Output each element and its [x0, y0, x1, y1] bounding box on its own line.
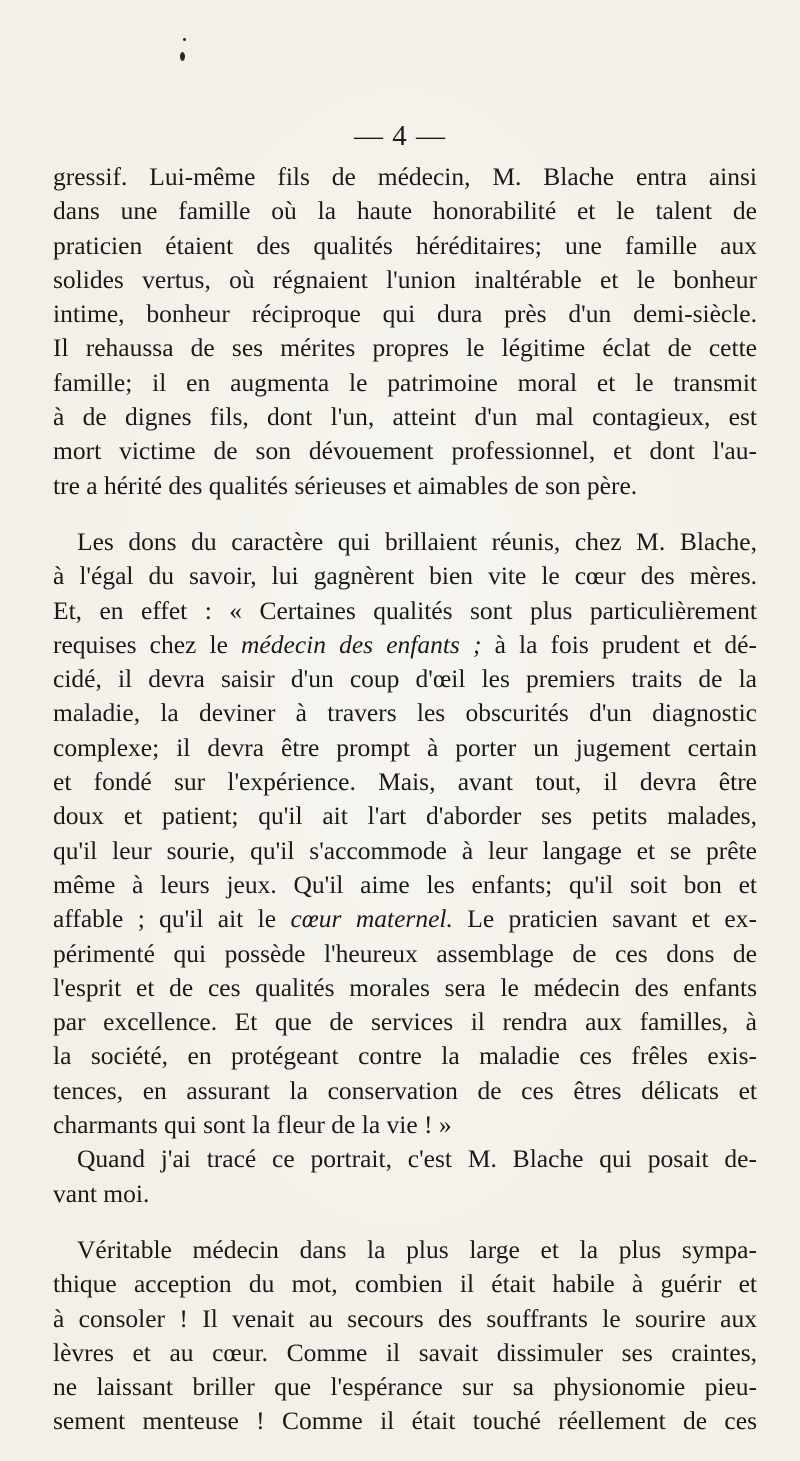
text-line: sement menteuse ! Comme il était touché réellement de ces: [53, 1406, 757, 1436]
ink-speck: [183, 38, 186, 41]
text-line: qu'il leur sourie, qu'il s'accommode à leur langage et se prête: [53, 835, 757, 865]
italic-phrase: cœur maternel.: [290, 904, 453, 934]
text-line: [53, 902, 757, 936]
paragraph-3: [53, 1142, 757, 1211]
page-number: — 4 —: [354, 120, 446, 152]
text-line: cidé, il devra saisir d'un coup d'œil les premiers traits de la: [53, 664, 757, 694]
text-line: la société, en protégeant contre la maladie ces frêles exis-: [53, 1041, 757, 1071]
italic-phrase: médecin des enfants ;: [241, 629, 482, 659]
text-line: à consoler ! Il venait au secours des souffrants le sourire aux: [53, 1303, 757, 1333]
text-segment: requises chez le: [53, 629, 242, 659]
text-line: famille; il en augmenta le patrimoine moral et le transmit: [53, 367, 757, 397]
text-line: à l'égal du savoir, lui gagnèrent bien vite le cœur des mères.: [53, 561, 757, 591]
text-line: vant moi.: [53, 1178, 150, 1208]
text-line: [53, 628, 757, 662]
text-line: charmants qui sont la fleur de la vie ! »: [53, 1110, 452, 1140]
text-segment: affable ; qu'il ait le: [53, 904, 291, 934]
body-text: [53, 160, 757, 1439]
text-line: gressif. Lui-même fils de médecin, M. Blache entra ainsi: [53, 162, 757, 191]
text-line: intime, bonheur réciproque qui dura près d'un demi-siècle.: [53, 299, 757, 329]
text-line: l'esprit et de ces qualités morales sera le médecin des enfants: [53, 972, 757, 1002]
paragraph-4: [53, 1233, 757, 1439]
text-line: à de dignes fils, dont l'un, atteint d'un mal contagieux, est: [53, 402, 757, 432]
text-line: Véritable médecin dans la plus large et la plus sympa-: [77, 1234, 757, 1264]
text-line: solides vertus, où régnaient l'union inaltérable et le bonheur: [53, 264, 757, 294]
text-line: et fondé sur l'expérience. Mais, avant tout, il devra être: [53, 767, 757, 797]
text-line: même à leurs jeux. Qu'il aime les enfants; qu'il soit bon et: [53, 869, 757, 899]
text-line: maladie, la deviner à travers les obscurités d'un diagnostic: [53, 698, 757, 728]
text-line: Quand j'ai tracé ce portrait, c'est M. Blache qui posait de-: [77, 1144, 757, 1174]
text-segment: à la fois prudent et dé-: [481, 629, 757, 659]
text-line: par excellence. Et que de services il rendra aux familles, à: [53, 1007, 757, 1037]
text-line: Et, en effet : « Certaines qualités sont plus particulièrement: [53, 595, 757, 625]
text-line: dans une famille où la haute honorabilité et le talent de: [53, 196, 757, 226]
text-line: ne laissant briller que l'espérance sur sa physionomie pieu-: [53, 1372, 757, 1402]
text-line: doux et patient; qu'il ait l'art d'aborder ses petits malades,: [53, 801, 757, 831]
text-line: Il rehaussa de ses mérites propres le légitime éclat de cette: [53, 333, 757, 363]
ink-speck: [180, 52, 185, 61]
text-line: tences, en assurant la conservation de ces êtres délicats et: [53, 1075, 757, 1105]
paragraph-2: [53, 525, 757, 1142]
text-line: complexe; il devra être prompt à porter un jugement certain: [53, 732, 757, 762]
text-line: lèvres et au cœur. Comme il savait dissimuler ses craintes,: [53, 1337, 757, 1367]
text-line: Les dons du caractère qui brillaient réunis, chez M. Blache,: [77, 526, 757, 556]
text-line: tre a hérité des qualités sérieuses et aimables de son père.: [53, 470, 638, 500]
text-segment: Le praticien savant et ex-: [452, 904, 757, 934]
text-line: thique acception du mot, combien il était habile à guérir et: [53, 1269, 757, 1299]
text-line: mort victime de son dévouement professionnel, et dont l'au-: [53, 436, 757, 466]
text-line: praticien étaient des qualités héréditaires; une famille aux: [53, 230, 757, 260]
paragraph-1: [53, 160, 757, 503]
text-line: périmenté qui possède l'heureux assemblage de ces dons de: [53, 938, 757, 968]
